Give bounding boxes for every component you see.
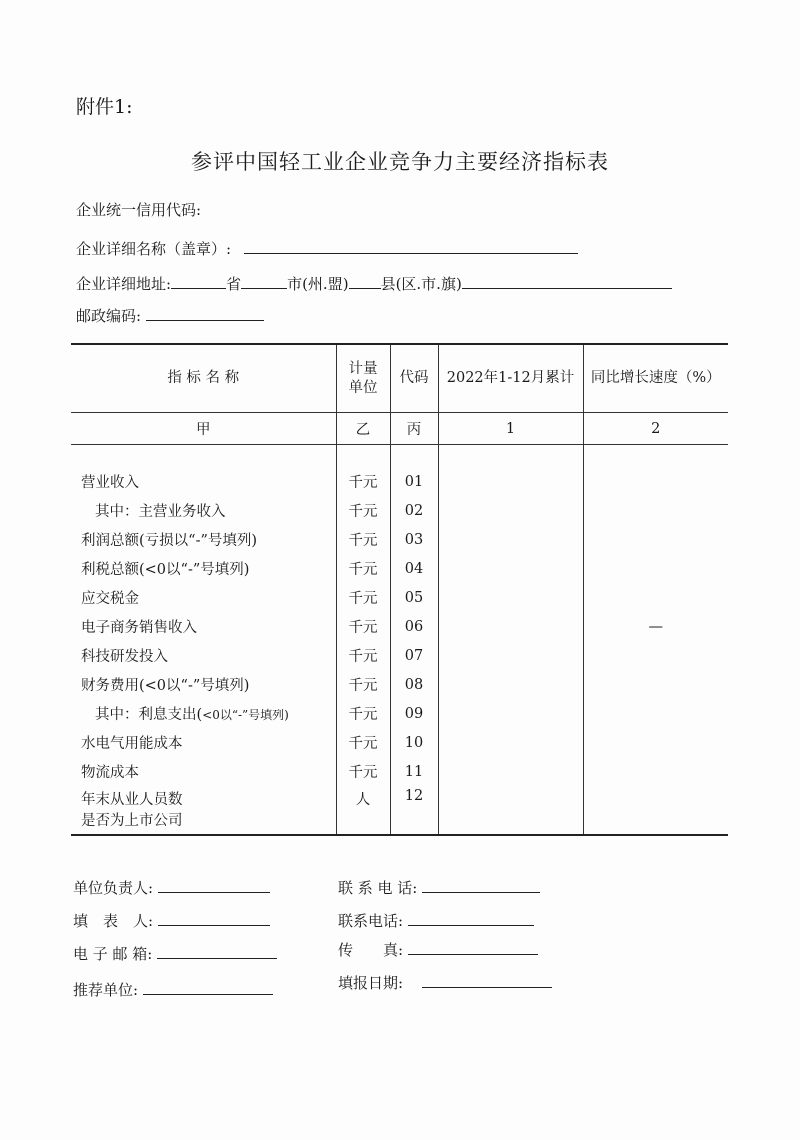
fax-input[interactable] bbox=[408, 940, 538, 955]
row-growth-cell[interactable] bbox=[583, 525, 728, 554]
fax-field bbox=[338, 939, 538, 960]
header-unit-line1: 计量 bbox=[348, 361, 378, 378]
address-detail-input[interactable] bbox=[462, 274, 672, 289]
table-spacer-row bbox=[71, 445, 728, 468]
county-suffix: 县(区.市.旗) bbox=[380, 275, 462, 293]
row-name bbox=[71, 699, 336, 728]
table-row bbox=[71, 612, 728, 641]
row-growth-cell[interactable] bbox=[583, 467, 728, 496]
form-filler-input[interactable] bbox=[158, 911, 270, 926]
row-cumulative-cell[interactable] bbox=[438, 728, 583, 757]
row-name: 利润总额(亏损以“-”号填列) bbox=[81, 533, 258, 549]
row-name-note: <0以“-”号填列) bbox=[202, 708, 289, 722]
row-code: 09 bbox=[390, 699, 438, 728]
row-cumulative-cell[interactable] bbox=[438, 641, 583, 670]
row-name: 财务费用(<0以“-”号填列) bbox=[81, 678, 250, 694]
table-row bbox=[71, 786, 728, 835]
subheader-unit: 乙 bbox=[336, 413, 390, 445]
table-row bbox=[71, 641, 728, 670]
row-code: 07 bbox=[390, 641, 438, 670]
table-header-row bbox=[71, 344, 728, 413]
form-filler-field bbox=[73, 910, 270, 931]
row-cumulative-cell[interactable] bbox=[438, 757, 583, 786]
row-code: 02 bbox=[390, 496, 438, 525]
city-suffix: 市(州.盟) bbox=[287, 275, 349, 293]
row-unit: 人 bbox=[336, 786, 390, 835]
table-row bbox=[71, 670, 728, 699]
table-row bbox=[71, 467, 728, 496]
row-growth-cell[interactable] bbox=[583, 757, 728, 786]
row-code: 11 bbox=[390, 757, 438, 786]
row-growth-cell[interactable] bbox=[583, 641, 728, 670]
postal-code-input[interactable] bbox=[146, 306, 264, 321]
header-indicator: 指 标 名 称 bbox=[71, 344, 336, 413]
row-code: 12 bbox=[390, 786, 438, 835]
province-input[interactable] bbox=[171, 274, 226, 289]
table-row bbox=[71, 554, 728, 583]
county-input[interactable] bbox=[349, 274, 381, 289]
indicator-table bbox=[71, 343, 728, 836]
company-name-field bbox=[76, 238, 578, 259]
row-unit: 千元 bbox=[336, 699, 390, 728]
filler-phone-input[interactable] bbox=[408, 911, 534, 926]
postal-code-field bbox=[76, 305, 264, 326]
subheader-indicator: 甲 bbox=[71, 413, 336, 445]
credit-code-field bbox=[76, 199, 201, 220]
fax-label: 传 真: bbox=[338, 941, 404, 959]
row-unit: 千元 bbox=[336, 496, 390, 525]
row-name: 应交税金 bbox=[81, 591, 139, 607]
unit-head-input[interactable] bbox=[158, 878, 270, 893]
row-unit: 千元 bbox=[336, 670, 390, 699]
row-name: 其中：主营业务收入 bbox=[95, 504, 226, 520]
row-code: 08 bbox=[390, 670, 438, 699]
row-code: 06 bbox=[390, 612, 438, 641]
row-growth-cell[interactable] bbox=[583, 554, 728, 583]
row-name bbox=[71, 786, 336, 835]
recommender-input[interactable] bbox=[143, 980, 273, 995]
table-row bbox=[71, 728, 728, 757]
row-cumulative-cell[interactable] bbox=[438, 786, 583, 835]
fill-date-field bbox=[338, 972, 552, 993]
row-growth-cell[interactable] bbox=[583, 496, 728, 525]
header-unit bbox=[336, 344, 390, 413]
row-name: 科技研发投入 bbox=[81, 649, 168, 665]
row-name: 物流成本 bbox=[81, 765, 139, 781]
row-code: 03 bbox=[390, 525, 438, 554]
unit-head-field bbox=[73, 877, 270, 898]
row-cumulative-cell[interactable] bbox=[438, 496, 583, 525]
header-cumulative: 2022年1-12月累计 bbox=[438, 344, 583, 413]
unit-head-label: 单位负责人: bbox=[73, 879, 154, 897]
row-unit: 千元 bbox=[336, 757, 390, 786]
fill-date-label: 填报日期: bbox=[338, 974, 404, 992]
row-name: 营业收入 bbox=[81, 475, 139, 491]
table-subheader-row bbox=[71, 413, 728, 445]
page-title: 参评中国轻工业企业竞争力主要经济指标表 bbox=[191, 150, 609, 174]
row-cumulative-cell[interactable] bbox=[438, 467, 583, 496]
province-suffix: 省 bbox=[226, 275, 242, 293]
table-row bbox=[71, 525, 728, 554]
row-growth-cell[interactable] bbox=[583, 670, 728, 699]
row-cumulative-cell[interactable] bbox=[438, 612, 583, 641]
subheader-cumulative: 1 bbox=[438, 413, 583, 445]
postal-code-label: 邮政编码: bbox=[76, 307, 142, 325]
row-unit: 千元 bbox=[336, 728, 390, 757]
row-unit: 千元 bbox=[336, 525, 390, 554]
email-input[interactable] bbox=[157, 944, 277, 959]
filler-phone-field bbox=[338, 910, 534, 931]
email-field bbox=[73, 943, 277, 964]
row-name-listed: 是否为上市公司 bbox=[81, 813, 183, 829]
fill-date-input[interactable] bbox=[422, 973, 552, 988]
row-unit: 千元 bbox=[336, 583, 390, 612]
table-row bbox=[71, 757, 728, 786]
row-cumulative-cell[interactable] bbox=[438, 554, 583, 583]
row-cumulative-cell[interactable] bbox=[438, 699, 583, 728]
row-growth-cell[interactable] bbox=[583, 786, 728, 835]
table-row bbox=[71, 496, 728, 525]
email-label: 电 子 邮 箱: bbox=[73, 945, 153, 963]
row-unit: 千元 bbox=[336, 641, 390, 670]
row-cumulative-cell[interactable] bbox=[438, 525, 583, 554]
contact-phone-label: 联 系 电 话: bbox=[338, 879, 418, 897]
row-unit: 千元 bbox=[336, 612, 390, 641]
contact-phone-input[interactable] bbox=[422, 878, 540, 893]
table-row bbox=[71, 583, 728, 612]
row-growth-cell[interactable] bbox=[583, 728, 728, 757]
subheader-growth: 2 bbox=[583, 413, 728, 445]
row-cumulative-cell[interactable] bbox=[438, 670, 583, 699]
subheader-code: 丙 bbox=[390, 413, 438, 445]
row-name: 电子商务销售收入 bbox=[81, 620, 197, 636]
table-row bbox=[71, 699, 728, 728]
address-label: 企业详细地址: bbox=[76, 275, 172, 293]
row-code: 04 bbox=[390, 554, 438, 583]
address-field bbox=[76, 273, 672, 294]
row-code: 05 bbox=[390, 583, 438, 612]
row-code: 01 bbox=[390, 467, 438, 496]
header-code: 代码 bbox=[390, 344, 438, 413]
row-growth-cell[interactable] bbox=[583, 699, 728, 728]
row-growth-dash: — bbox=[583, 612, 728, 641]
row-growth-cell[interactable] bbox=[583, 583, 728, 612]
company-name-input[interactable] bbox=[244, 239, 578, 254]
row-name-employees: 年末从业人员数 bbox=[81, 792, 183, 808]
company-name-label: 企业详细名称（盖章）: bbox=[76, 240, 232, 258]
form-filler-label: 填 表 人: bbox=[73, 912, 154, 930]
row-code: 10 bbox=[390, 728, 438, 757]
contact-phone-field bbox=[338, 877, 540, 898]
recommender-label: 推荐单位: bbox=[73, 981, 139, 999]
row-name-prefix: 其中：利息支出( bbox=[95, 707, 203, 723]
city-input[interactable] bbox=[241, 274, 287, 289]
attachment-label: 附件1: bbox=[76, 96, 133, 118]
filler-phone-label: 联系电话: bbox=[338, 912, 404, 930]
credit-code-label: 企业统一信用代码: bbox=[76, 201, 202, 219]
row-unit: 千元 bbox=[336, 554, 390, 583]
header-growth: 同比增长速度（%） bbox=[583, 344, 728, 413]
row-cumulative-cell[interactable] bbox=[438, 583, 583, 612]
row-name: 利税总额(<0以“-”号填列) bbox=[81, 562, 250, 578]
row-name: 水电气用能成本 bbox=[81, 736, 183, 752]
header-unit-line2: 单位 bbox=[348, 379, 378, 396]
recommender-field bbox=[73, 979, 273, 1000]
row-unit: 千元 bbox=[336, 467, 390, 496]
